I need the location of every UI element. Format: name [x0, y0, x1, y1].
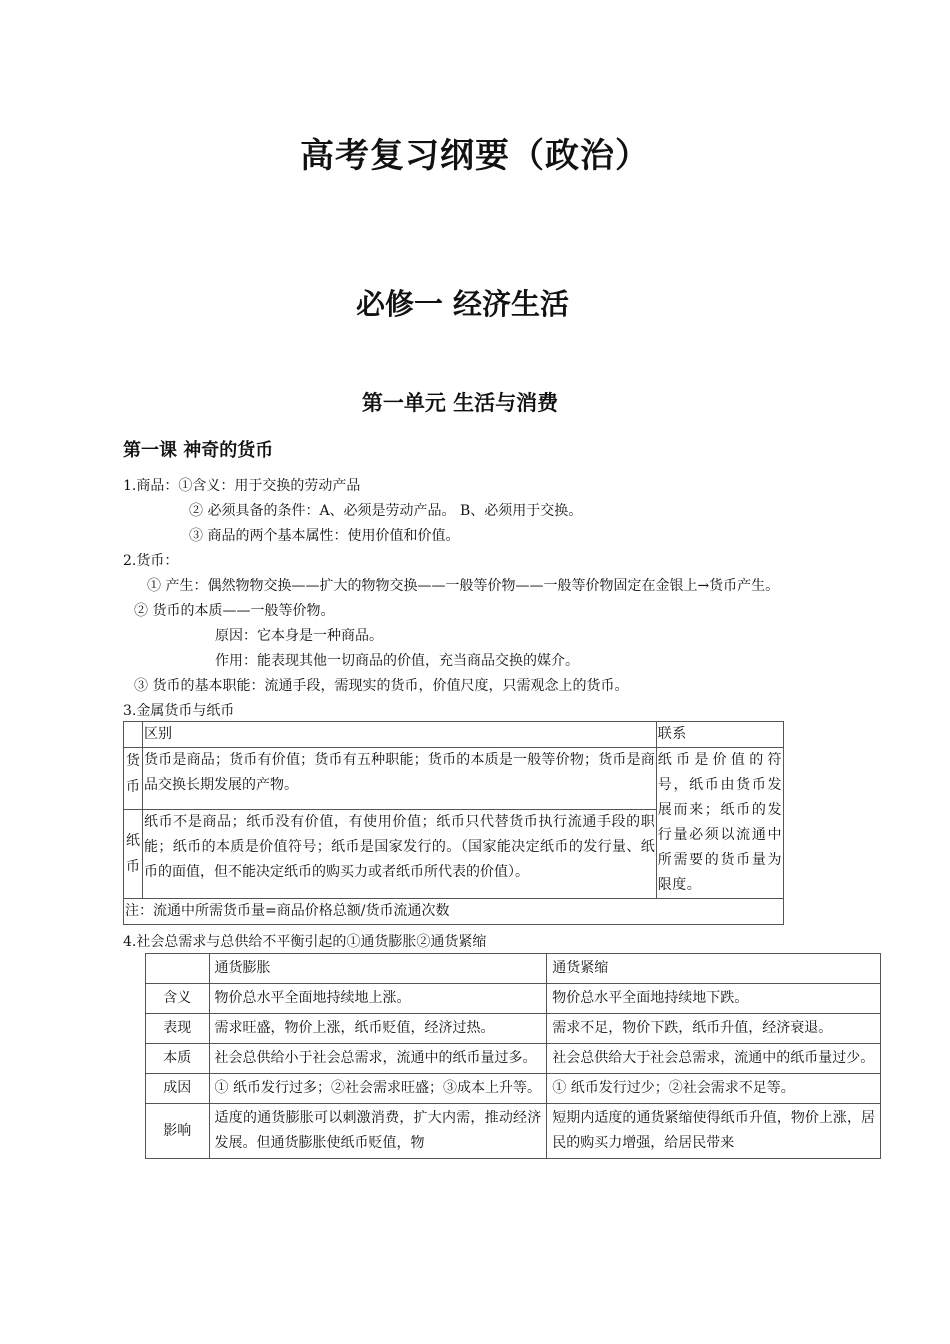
table-row: [146, 1044, 881, 1074]
table-header: [146, 954, 210, 984]
table-note: 注：流通中所需货币量=商品价格总额/货币流通次数: [124, 899, 784, 925]
deflation-cell: 需求不足，物价下跌，纸币升值，经济衰退。: [547, 1014, 881, 1044]
commodity-definition: 1.商品：①含义：用于交换的劳动产品: [123, 478, 361, 494]
inflation-deflation-table: [145, 953, 881, 1159]
row-label: 本质: [146, 1044, 210, 1074]
table-row: [146, 954, 881, 984]
inflation-deflation-heading: 4.社会总需求与总供给不平衡引起的①通货膨胀②通货紧缩: [123, 934, 487, 950]
book-title: 必修一 经济生活: [355, 287, 570, 321]
lesson-title: 第一课 神奇的货币: [123, 440, 274, 461]
table-row: [146, 984, 881, 1014]
commodity-conditions: ② 必须具备的条件：A、必须是劳动产品。 B、必须用于交换。: [189, 503, 583, 519]
table-row: [146, 1014, 881, 1044]
deflation-cell: ① 纸币发行过少；②社会需求不足等。: [547, 1074, 881, 1104]
row-label: 表现: [146, 1014, 210, 1044]
commodity-attributes: ③ 商品的两个基本属性：使用价值和价值。: [189, 528, 460, 544]
table-row: [146, 1074, 881, 1104]
row-label: 成因: [146, 1074, 210, 1104]
table-header-deflation: 通货紧缩: [547, 954, 881, 984]
table-row: [146, 1104, 881, 1159]
inflation-cell: 需求旺盛，物价上涨，纸币贬值，经济过热。: [209, 1014, 547, 1044]
money-paper-comparison-table: [123, 721, 784, 925]
inflation-cell: 物价总水平全面地持续地上涨。: [209, 984, 547, 1014]
table-cell: [124, 722, 143, 748]
money-essence-reason: 原因：它本身是一种商品。: [215, 628, 383, 644]
money-heading: 2.货币：: [123, 553, 179, 569]
money-origin: ① 产生：偶然物物交换——扩大的物物交换——一般等价物——一般等价物固定在金银上→货币产生。: [147, 578, 780, 594]
deflation-cell: 社会总供给大于社会总需求，流通中的纸币量过少。: [547, 1044, 881, 1074]
metal-vs-paper-heading: 3.金属货币与纸币: [123, 703, 235, 719]
money-essence: ② 货币的本质——一般等价物。: [134, 603, 335, 619]
row-label: 影响: [146, 1104, 210, 1159]
inflation-cell: ① 纸币发行过多；②社会需求旺盛；③成本上升等。: [209, 1074, 547, 1104]
table-header-inflation: 通货膨胀: [209, 954, 547, 984]
deflation-cell: 短期内适度的通货紧缩使得纸币升值，物价上涨，居民的购买力增强，给居民带来: [547, 1104, 881, 1159]
unit-title: 第一单元 生活与消费: [361, 391, 559, 415]
inflation-cell: 社会总供给小于社会总需求，流通中的纸币量过多。: [209, 1044, 547, 1074]
document-title: 高考复习纲要（政治）: [300, 136, 650, 176]
deflation-cell: 物价总水平全面地持续地下跌。: [547, 984, 881, 1014]
table-row: [124, 722, 784, 748]
money-basic-functions: ③ 货币的基本职能：流通手段，需现实的货币，价值尺度，只需观念上的货币。: [134, 678, 629, 694]
row-label-money: 货币: [124, 748, 143, 810]
money-diff-cell: 货币是商品；货币有价值；货币有五种职能；货币的本质是一般等价物；货币是商品交换长期发展的产物。: [143, 748, 657, 810]
table-row: [124, 748, 784, 810]
money-essence-function: 作用：能表现其他一切商品的价值，充当商品交换的媒介。: [215, 653, 579, 669]
table-header-link: 联系: [656, 722, 783, 748]
table-row: [124, 899, 784, 925]
inflation-cell: 适度的通货膨胀可以刺激消费，扩大内需，推动经济发展。但通货膨胀使纸币贬值，物: [209, 1104, 547, 1159]
paper-diff-cell: 纸币不是商品；纸币没有价值，有使用价值；纸币只代替货币执行流通手段的职能；纸币的本质是价值符号；纸币是国家发行的。（国家能决定纸币的发行量、纸币的面值，但不能决定纸币的购买力或者纸币所代表的价值）。: [143, 810, 657, 899]
row-label: 含义: [146, 984, 210, 1014]
row-label-paper: 纸币: [124, 810, 143, 899]
link-cell: 纸币是价值的符号，纸币由货币发展而来；纸币的发行量必须以流通中所需要的货币量为限度。: [656, 748, 783, 899]
table-header-diff: 区别: [143, 722, 657, 748]
